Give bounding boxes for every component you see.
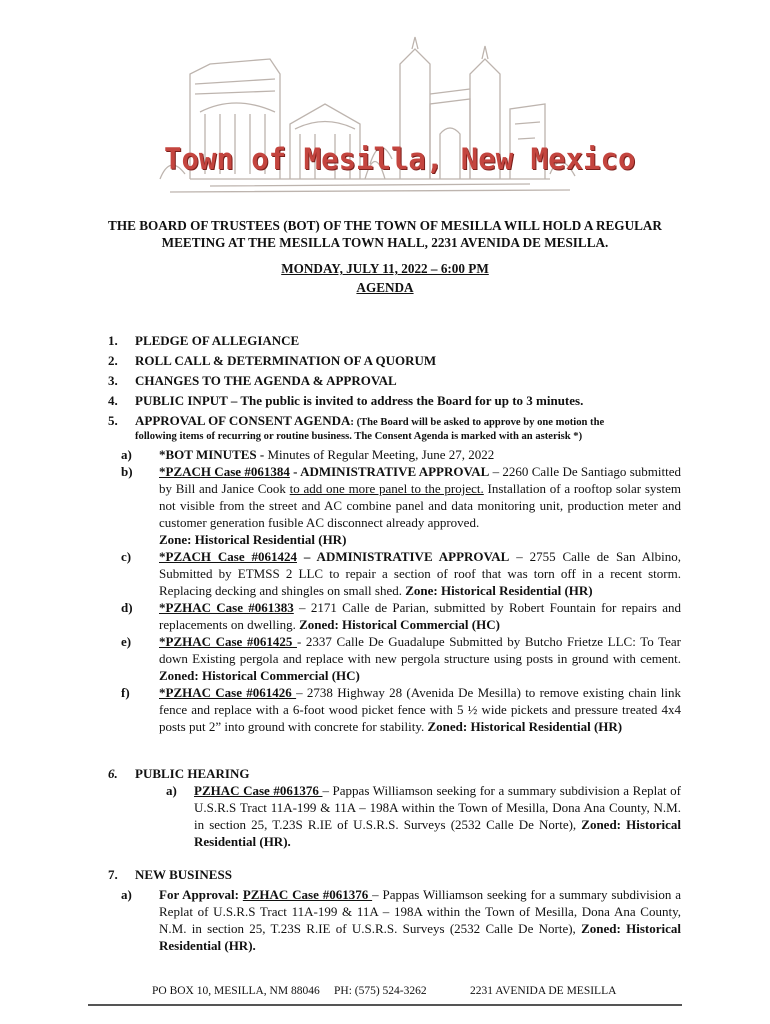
- footer-po-box: PO BOX 10, MESILLA, NM 88046: [152, 985, 320, 997]
- item-label: CHANGES TO THE AGENDA & APPROVAL: [135, 373, 397, 388]
- letterhead-title: Town of Mesilla, New Mexico: [164, 142, 636, 176]
- consent-item-f: f) *PZHAC Case #061426 – 2738 Highway 28 (Avenida De Mesilla) to remove existing chain link fence and replace with a 6-foot wood picket fence with 5 ½ wide pickets and pressure treated 4x4 posts put 2” into ground with concrete for stability. Zoned: Historical Residential (HR): [121, 685, 682, 734]
- meeting-notice-line-1: THE BOARD OF TRUSTEES (BOT) OF THE TOWN OF MESILLA WILL HOLD A REGULAR: [108, 218, 662, 233]
- item-number: 3.: [108, 373, 118, 388]
- consent-item-d: d) *PZHAC Case #061383 – 2171 Calle de Parian, submitted by Robert Fountain for repairs and replacements on dwelling. Zoned: Historical Commercial (HC): [121, 600, 681, 632]
- footer-phone: PH: (575) 524-3262: [334, 985, 427, 997]
- new-business-item-a: a) For Approval: PZHAC Case #061376 – Pappas Williamson seeking for a summary subdivision a Replat of U.S.R.S Tract 11A-199 & 11A – 198A within the Town of Mesilla, Dona Ana County, N.M. in section 25, T.23S R.IE of U.S.R.S. Surveys (2532 Calle De Norte), Zoned: Historical Residential (HR).: [121, 887, 682, 953]
- item-label: ROLL CALL & DETERMINATION OF A QUORUM: [135, 353, 437, 368]
- item-label: PLEDGE OF ALLEGIANCE: [135, 333, 300, 348]
- consent-note-continued: following items of recurring or routine business. The Consent Agenda is marked with an asterisk *): [135, 431, 583, 442]
- new-business-heading: NEW BUSINESS: [135, 867, 232, 882]
- consent-item-a: a) *BOT MINUTES - Minutes of Regular Meeting, June 27, 2022: [121, 447, 495, 462]
- consent-agenda-heading: APPROVAL OF CONSENT AGENDA: (The Board will be asked to approve by one motion the: [135, 413, 605, 428]
- consent-item-c: c) *PZACH Case #061424 – ADMINISTRATIVE APPROVAL – 2755 Calle de San Albino, Submitted by ETMSS 2 LLC to repair a section of roof that was torn off in a recent storm. Replacing decking and shingles on small shed. Zone: Historical Residential (HR): [121, 549, 681, 598]
- consent-item-b: b) *PZACH Case #061384 - ADMINISTRATIVE APPROVAL – 2260 Calle De Santiago submitted by Bill and Janice Cook to add one more panel to the project. Installation of a rooftop solar system not visible from the street and AC combine panel and data monitoring unit, production meter and customer generation fusible AC disconnect already approved. Zone: Historical Residential (HR): [121, 464, 681, 547]
- footer-address: 2231 AVENIDA DE MESILLA: [470, 985, 617, 997]
- letterhead: [150, 34, 636, 199]
- footer-divider: [88, 1004, 682, 1006]
- public-hearing-heading: PUBLIC HEARING: [135, 766, 250, 781]
- item-number: 2.: [108, 353, 118, 368]
- agenda-title: AGENDA: [356, 280, 414, 295]
- item-number: 6.: [108, 766, 118, 781]
- consent-note: : (The Board will be asked to approve by one motion the: [350, 417, 605, 428]
- item-number: 4.: [108, 393, 118, 408]
- public-hearing-item-a: a) PZHAC Case #061376 – Pappas Williamson seeking for a summary subdivision a Replat of U.S.R.S Tract 11A-199 & 11A – 198A within the Town of Mesilla, Dona Ana County, N.M. in section 25, T.23S R.IE of U.S.R.S. Surveys (2532 Calle De Norte), Zoned: Historical Residential (HR).: [166, 783, 682, 849]
- meeting-notice-line-2: MEETING AT THE MESILLA TOWN HALL, 2231 AVENIDA DE MESILLA.: [161, 235, 609, 250]
- meeting-date: MONDAY, JULY 11, 2022 – 6:00 PM: [281, 261, 489, 276]
- item-number: 7.: [108, 867, 118, 882]
- item-number: 5.: [108, 413, 118, 428]
- item-label: PUBLIC INPUT – The public is invited to address the Board for up to 3 minutes.: [135, 393, 584, 408]
- consent-item-e: e) *PZHAC Case #061425 - 2337 Calle De Guadalupe Submitted by Butcho Frietze LLC: To Tear down Existing pergola and replace with new pergola structure using posts in ground with cement. Zoned: Historical Commercial (HC): [121, 634, 681, 683]
- item-number: 1.: [108, 333, 118, 348]
